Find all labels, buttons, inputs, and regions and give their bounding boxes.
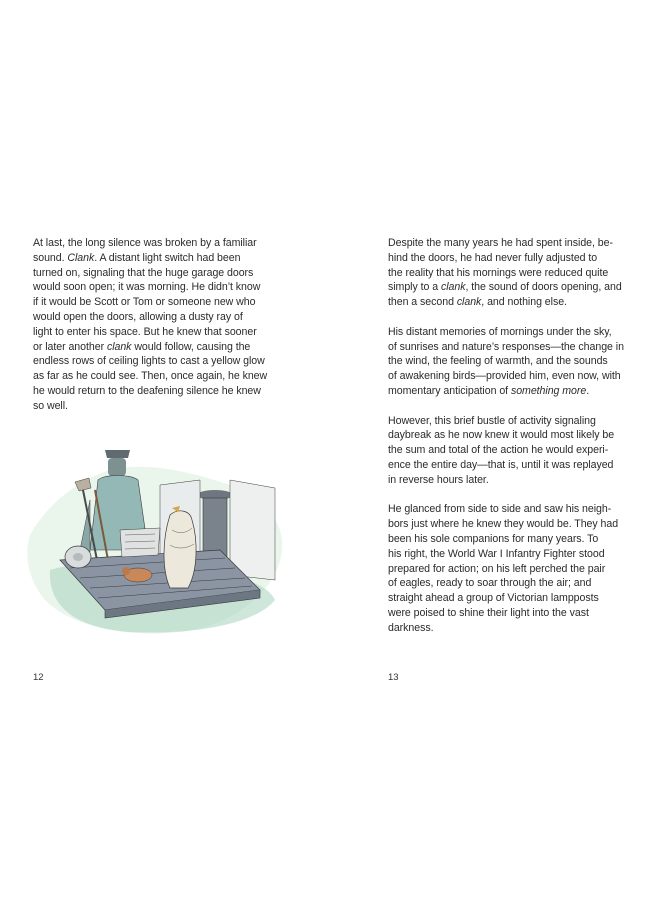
italic-word: Clank (67, 251, 95, 264)
text-line: endless rows of ceiling lights to cast a yellow glow (33, 355, 265, 368)
paragraph-gap (388, 488, 650, 503)
text-line (388, 266, 650, 281)
text-line: his right, the World War I Infantry Fighter stood (388, 547, 605, 560)
text-line: prepared for action; on his left perched the pair (388, 562, 606, 575)
page-number-left: 12 (33, 672, 44, 683)
italic-word: clank (440, 281, 466, 294)
text-run: would follow, causing the (131, 340, 251, 353)
text-line: bors just where he knew they would be. They had (388, 518, 619, 531)
italic-word: clank (456, 296, 482, 309)
text-line: He glanced from side to side and saw his neigh- (388, 503, 612, 516)
text-line: light to enter his space. But he knew that sooner (33, 325, 257, 338)
text-line: straight ahead a group of Victorian lampposts (388, 592, 599, 605)
text-run: or later another (33, 340, 107, 353)
text-line: would soon open; it was morning. He didn’t know (33, 281, 261, 294)
paragraph-3 (388, 414, 650, 488)
hubcap (65, 546, 91, 568)
right-page (330, 0, 660, 904)
left-page-paragraph (33, 236, 291, 414)
text-run: . (586, 384, 590, 397)
paragraph-gap (388, 399, 650, 414)
text-run: the reality that his mornings were reduced quite (388, 266, 609, 279)
text-run: sound. (33, 251, 68, 264)
text-line: the wind, the feeling of warmth, and the sounds (388, 355, 608, 368)
paragraph-gap (388, 310, 650, 325)
text-line: However, this brief bustle of activity signaling (388, 414, 596, 427)
eagle-sculpture (164, 506, 196, 588)
paragraph-4 (388, 502, 650, 635)
text-line: hind the doors, he had never fully adjusted to (388, 251, 598, 264)
text-line: darkness. (388, 621, 434, 634)
text-line: of eagles, ready to soar through the air; and (388, 577, 592, 590)
text-line: he would return to the deafening silence he knew (33, 384, 261, 397)
garage-illustration (20, 440, 300, 640)
text-run: , the sound of doors opening, and (465, 281, 622, 294)
text-line: so well. (33, 399, 68, 412)
text-line: At last, the long silence was broken by a familiar (33, 237, 257, 249)
text-line (388, 280, 650, 295)
basket-object (120, 528, 160, 557)
text-line: Despite the many years he had spent inside, be- (388, 237, 613, 249)
text-line: as far as he could see. Then, once again, he knew (33, 370, 268, 383)
text-line: turned on, signaling that the huge garage doors (33, 266, 254, 279)
text-run: . A distant light switch had been (94, 251, 241, 264)
text-line: in reverse hours later. (388, 473, 489, 486)
text-line: daybreak as he now knew it would most likely be (388, 429, 615, 442)
text-line: would open the doors, allowing a dusty ray of (33, 310, 243, 323)
right-page-text (388, 236, 650, 636)
text-line: ence the entire day—that is, until it was replayed (388, 458, 614, 471)
text-line: of sunrises and nature’s responses—the change in (388, 340, 624, 353)
paragraph-1 (388, 236, 650, 310)
text-line (33, 340, 291, 355)
text-line: of awakening birds—provided him, even now, with (388, 370, 621, 383)
paragraph-2 (388, 325, 650, 399)
text-run: simply to a (388, 281, 441, 294)
text-line: if it would be Scott or Tom or someone new who (33, 296, 256, 309)
text-line: the sum and total of the action he would experi- (388, 444, 609, 457)
text-line: were poised to shine their light into the vast (388, 606, 589, 619)
text-line (388, 384, 650, 399)
text-run: then a second (388, 296, 457, 309)
italic-word: clank (106, 340, 132, 353)
text-line (388, 295, 650, 310)
text-line (33, 251, 291, 266)
text-line: been his sole companions for many years. To (388, 532, 599, 545)
text-line: His distant memories of mornings under the sky, (388, 325, 612, 338)
italic-word: something more (510, 384, 587, 397)
text-run: momentary anticipation of (388, 384, 511, 397)
page-number-right: 13 (388, 672, 399, 683)
text-run: , and nothing else. (481, 296, 567, 309)
